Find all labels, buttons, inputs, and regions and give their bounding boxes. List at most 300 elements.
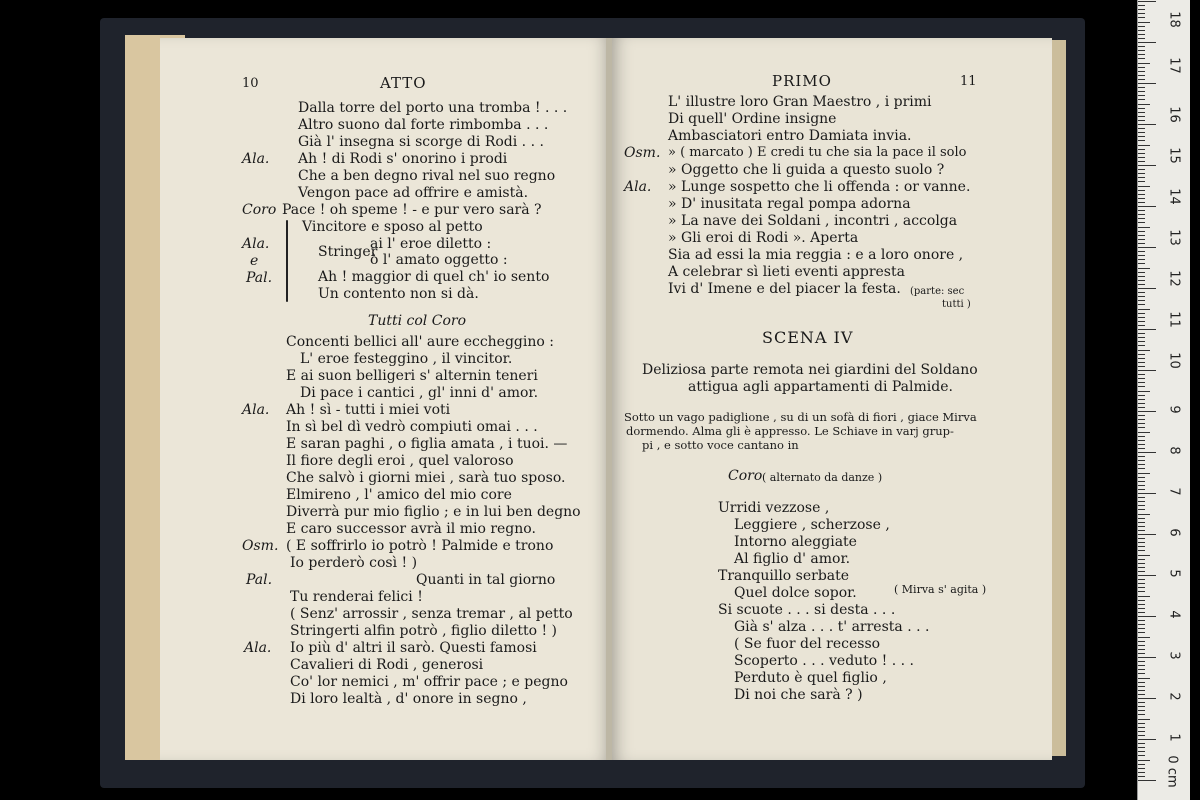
verse-line: » D' inusitata regal pompa adorna [668, 196, 911, 212]
verse-line: Vengon pace ad offrire e amistà. [298, 185, 529, 201]
ruler-tick [1138, 112, 1145, 113]
ruler-tick [1138, 210, 1145, 211]
verse-line: Io più d' altri il sarò. Questi famosi [290, 640, 537, 656]
ruler-tick [1138, 481, 1145, 482]
verse-line: Di loro lealtà , d' onore in segno , [290, 691, 527, 707]
ruler-label: 18 [1166, 11, 1182, 28]
ruler-tick [1138, 329, 1156, 330]
ruler-tick [1138, 735, 1145, 736]
ruler-label: 13 [1166, 229, 1182, 246]
page-header-right: PRIMO [772, 72, 832, 90]
song-line: Quel dolce sopor. [734, 585, 857, 601]
verse-line: Di pace i cantici , gl' inni d' amor. [300, 385, 539, 401]
ruler-tick [1138, 661, 1145, 662]
ruler-tick [1138, 198, 1145, 199]
ruler-tick [1138, 386, 1145, 387]
speaker-label: e [250, 253, 259, 269]
ruler-tick [1138, 427, 1145, 428]
ruler-tick [1138, 22, 1150, 23]
ruler-tick [1138, 173, 1145, 174]
ruler-tick [1138, 567, 1145, 568]
ruler-tick [1138, 304, 1145, 305]
ruler-tick [1138, 723, 1145, 724]
ruler-tick [1138, 13, 1145, 14]
ruler-tick [1138, 493, 1156, 494]
ruler-tick [1138, 50, 1145, 51]
ruler-tick [1138, 239, 1145, 240]
stage-direction: (parte: sec [910, 286, 965, 297]
right-page [612, 38, 1052, 760]
ruler-tick [1138, 358, 1145, 359]
ruler-tick [1138, 645, 1145, 646]
ruler-tick [1138, 423, 1145, 424]
ruler-tick [1138, 555, 1150, 556]
ruler-tick [1138, 678, 1150, 679]
verse-line: Sia ad essi la mia reggia : e a loro onore , [668, 247, 964, 263]
ruler-tick [1138, 227, 1150, 228]
ruler-tick [1138, 292, 1145, 293]
ruler-tick [1138, 79, 1145, 80]
verse-line: » Gli eroi di Rodi ». Aperta [668, 230, 859, 246]
ruler-tick [1138, 731, 1145, 732]
ruler-tick [1138, 87, 1145, 88]
ruler-tick [1138, 571, 1145, 572]
speaker-label: Ala. [242, 236, 270, 252]
verse-line: Di quell' Ordine insigne [668, 111, 837, 127]
song-line: Tranquillo serbate [718, 568, 850, 584]
song-line: ( Se fuor del recesso [734, 636, 881, 652]
speaker-label: Osm. [242, 538, 279, 554]
verse-line: Concenti bellici all' aure eccheggino : [286, 334, 554, 350]
ruler-tick [1138, 128, 1145, 129]
ruler-tick [1138, 559, 1145, 560]
ruler-tick [1138, 206, 1156, 207]
ruler-label: 7 [1166, 487, 1182, 496]
ruler-tick [1138, 719, 1150, 720]
ruler-tick [1138, 460, 1145, 461]
ruler-tick [1138, 497, 1145, 498]
ruler-tick [1138, 108, 1145, 109]
verse-line: » Oggetto che li guida a questo suolo ? [668, 162, 945, 178]
speaker-label: Ala. [624, 179, 652, 195]
verse-line: Dalla torre del porto una tromba ! . . . [298, 100, 568, 116]
speaker-label: Ala. [242, 402, 270, 418]
ruler-tick [1138, 526, 1145, 527]
ruler-tick [1138, 682, 1145, 683]
ruler-tick [1138, 120, 1145, 121]
ruler-tick [1138, 542, 1145, 543]
ruler-tick [1138, 145, 1150, 146]
ruler-tick [1138, 694, 1145, 695]
ruler-tick [1138, 710, 1145, 711]
ruler-tick [1138, 169, 1145, 170]
ruler-tick [1138, 612, 1145, 613]
ruler-label: 0 cm [1164, 755, 1180, 788]
verse-line: E caro successor avrà il mio regno. [286, 521, 536, 537]
ruler-label: 8 [1166, 446, 1182, 455]
speaker-label: Pal. [246, 572, 273, 588]
ruler-tick [1138, 514, 1150, 515]
ruler-tick [1138, 628, 1145, 629]
ruler-tick [1138, 538, 1145, 539]
ruler-tick [1138, 243, 1145, 244]
ruler-tick [1138, 456, 1145, 457]
ruler-tick [1138, 374, 1145, 375]
scene-description: attigua agli appartamenti di Palmide. [688, 379, 953, 395]
verse-line: Ah ! di Rodi s' onorino i prodi [298, 151, 508, 167]
verse-line: Ambasciatori entro Damiata invia. [668, 128, 912, 144]
ruler-tick [1138, 575, 1156, 576]
ruler-tick [1138, 321, 1145, 322]
ruler-tick [1138, 608, 1145, 609]
verse-line: Stringerti alfin potrò , figlio diletto ! ) [290, 623, 558, 639]
ruler-tick [1138, 313, 1145, 314]
ruler-tick [1138, 501, 1145, 502]
ruler-tick [1138, 485, 1145, 486]
verse-line: Diverrà pur mio figlio ; e in lui ben degno [286, 504, 581, 520]
ruler-tick [1138, 616, 1156, 617]
measurement-ruler [1137, 0, 1190, 800]
ruler-tick [1138, 657, 1156, 658]
ruler-tick [1138, 743, 1145, 744]
ruler-label: 2 [1166, 692, 1182, 701]
stage-direction: ( Mirva s' agita ) [894, 583, 987, 596]
ruler-tick [1138, 755, 1145, 756]
verse-line: L' eroe festeggino , il vincitor. [300, 351, 513, 367]
ruler-label: 4 [1166, 610, 1182, 619]
ruler-tick [1138, 75, 1145, 76]
ruler-label: 12 [1166, 270, 1182, 287]
ruler-tick [1138, 444, 1145, 445]
ruler-tick [1138, 509, 1145, 510]
ruler-tick [1138, 522, 1145, 523]
ruler-tick [1138, 505, 1145, 506]
ruler-tick [1138, 9, 1145, 10]
ruler-label: 15 [1166, 147, 1182, 164]
ruler-tick [1138, 58, 1145, 59]
ruler-tick [1138, 686, 1145, 687]
ruler-tick [1138, 280, 1145, 281]
ruler-tick [1138, 489, 1145, 490]
ruler-tick [1138, 706, 1145, 707]
verse-line: In sì bel dì vedrò compiuti omai . . . [286, 419, 538, 435]
ruler-tick [1138, 702, 1145, 703]
ruler-tick [1138, 591, 1145, 592]
left-page [160, 38, 610, 760]
speaker-label: Coro [242, 202, 277, 218]
ruler-tick [1138, 309, 1150, 310]
ruler-tick [1138, 637, 1150, 638]
ruler-tick [1138, 378, 1145, 379]
ruler-tick [1138, 67, 1145, 68]
ruler-tick [1138, 272, 1145, 273]
ruler-label: 14 [1166, 188, 1182, 205]
ruler-tick [1138, 38, 1145, 39]
song-line: Perduto è quel figlio , [734, 670, 887, 686]
ruler-tick [1138, 341, 1145, 342]
ruler-tick [1138, 251, 1145, 252]
ruler-tick [1138, 276, 1145, 277]
ruler-tick [1138, 477, 1145, 478]
speaker-label: Ala. [242, 151, 270, 167]
verse-line: Già l' insegna si scorge di Rodi . . . [298, 134, 544, 150]
ruler-tick [1138, 104, 1150, 105]
ruler-tick [1138, 186, 1150, 187]
ruler-tick [1138, 653, 1145, 654]
verse-line: ( E soffrirlo io potrò ! Palmide e trono [286, 538, 554, 554]
ruler-tick [1138, 333, 1145, 334]
ruler-tick [1138, 760, 1150, 761]
ruler-tick [1138, 91, 1145, 92]
verse-line: Altro suono dal forte rimbomba . . . [298, 117, 549, 133]
ruler-tick [1138, 99, 1145, 100]
verse-line: » La nave dei Soldani , incontri , accolga [668, 213, 958, 229]
ruler-tick [1138, 583, 1145, 584]
ruler-tick [1138, 317, 1145, 318]
song-line: Si scuote . . . si desta . . . [718, 602, 896, 618]
ruler-tick [1138, 698, 1156, 699]
verse-line: E ai suon belligeri s' alternin teneri [286, 368, 538, 384]
verse-line: Io perderò così ! ) [290, 555, 418, 571]
ruler-tick [1138, 596, 1150, 597]
ruler-tick [1138, 300, 1145, 301]
ruler-tick [1138, 669, 1145, 670]
ruler-tick [1138, 665, 1145, 666]
ruler-tick [1138, 5, 1145, 6]
ruler-tick [1138, 604, 1145, 605]
ruler-tick [1138, 391, 1150, 392]
song-line: Urridi vezzose , [718, 500, 830, 516]
ruler-tick [1138, 83, 1156, 84]
ruler-tick [1138, 624, 1145, 625]
scene-title: SCENA IV [762, 328, 854, 347]
ruler-tick [1138, 649, 1145, 650]
speaker-label: Coro [728, 468, 763, 484]
ruler-tick [1138, 382, 1145, 383]
ruler-tick [1138, 284, 1145, 285]
verse-line: Pace ! oh speme ! - e pur vero sarà ? [282, 202, 542, 218]
ruler-tick [1138, 780, 1156, 781]
song-line: Al figlio d' amor. [734, 551, 851, 567]
speaker-label: Pal. [246, 270, 273, 286]
ruler-tick [1138, 235, 1145, 236]
verse-line: Ah ! sì - tutti i miei voti [286, 402, 451, 418]
verse-line: Che a ben degno rival nel suo regno [298, 168, 556, 184]
ruler-tick [1138, 727, 1145, 728]
ruler-label: 9 [1166, 405, 1182, 414]
ruler-tick [1138, 71, 1145, 72]
ruler-label: 6 [1166, 528, 1182, 537]
song-line: Scoperto . . . veduto ! . . . [734, 653, 915, 669]
verse-line: Cavalieri di Rodi , generosi [290, 657, 484, 673]
ruler-tick [1138, 288, 1156, 289]
ruler-tick [1138, 768, 1145, 769]
ruler-label: 1 [1166, 733, 1182, 742]
verse-line: Che salvò i giorni miei , sarà tuo sposo. [286, 470, 566, 486]
ruler-tick [1138, 366, 1145, 367]
ruler-tick [1138, 34, 1145, 35]
verse-line: E saran paghi , o figlia amata , i tuoi. — [286, 436, 568, 452]
ruler-tick [1138, 440, 1145, 441]
verse-line: Quanti in tal giorno [416, 572, 556, 588]
verse-line: Il fiore degli eroi , quel valoroso [286, 453, 514, 469]
ruler-tick [1138, 132, 1145, 133]
ruler-tick [1138, 600, 1145, 601]
ruler-tick [1138, 518, 1145, 519]
ruler-tick [1138, 362, 1145, 363]
verse-line: Co' lor nemici , m' offrir pace ; e pegno [290, 674, 568, 690]
speaker-label: Ala. [244, 640, 272, 656]
ruler-tick [1138, 231, 1145, 232]
verse-line: Elmireno , l' amico del mio core [286, 487, 512, 503]
ruler-tick [1138, 157, 1145, 158]
ruler-tick [1138, 345, 1145, 346]
ruler-tick [1138, 17, 1145, 18]
section-heading: Tutti col Coro [368, 313, 466, 329]
ruler-tick [1138, 194, 1145, 195]
ruler-label: 17 [1166, 57, 1182, 74]
ruler-tick [1138, 350, 1150, 351]
ruler-tick [1138, 247, 1156, 248]
verse-line: ai l' eroe diletto : [370, 236, 492, 252]
ruler-tick [1138, 149, 1145, 150]
ruler-tick [1138, 136, 1145, 137]
page-number-right: 11 [960, 74, 977, 89]
ruler-tick [1138, 116, 1145, 117]
song-line: Già s' alza . . . t' arresta . . . [734, 619, 930, 635]
ruler-tick [1138, 407, 1145, 408]
verse-line: Ah ! maggior di quel ch' io sento [318, 269, 550, 285]
stage-direction: Sotto un vago padiglione , su di un sofà di fiori , giace Mirva [624, 410, 977, 424]
ruler-label: 5 [1166, 569, 1182, 578]
ruler-tick [1138, 190, 1145, 191]
ruler-tick [1138, 46, 1145, 47]
ruler-tick [1138, 177, 1145, 178]
ruler-tick [1138, 26, 1145, 27]
ruler-tick [1138, 587, 1145, 588]
ruler-tick [1138, 63, 1150, 64]
verse-line: Vincitore e sposo al petto [302, 219, 483, 235]
ruler-tick [1138, 776, 1145, 777]
ruler-label: 3 [1166, 651, 1182, 660]
ruler-tick [1138, 354, 1145, 355]
ruler-tick [1138, 772, 1145, 773]
verse-line: » Lunge sospetto che li offenda : or vanne. [668, 179, 971, 195]
ruler-tick [1138, 764, 1145, 765]
verse-line: A celebrar sì lieti eventi appresta [668, 264, 905, 280]
ruler-tick [1138, 161, 1145, 162]
right-page-edges [1052, 40, 1066, 756]
ruler-tick [1138, 399, 1145, 400]
ruler-tick [1138, 468, 1145, 469]
ruler-tick [1138, 563, 1145, 564]
ruler-tick [1138, 419, 1145, 420]
ruler-tick [1138, 337, 1145, 338]
ruler-tick [1138, 546, 1145, 547]
ruler-tick [1138, 370, 1156, 371]
ruler-tick [1138, 95, 1145, 96]
page-header-left: ATTO [380, 74, 427, 92]
scene-description: Deliziosa parte remota nei giardini del Soldano [642, 362, 978, 378]
verse-line: ò l' amato oggetto : [370, 252, 508, 268]
song-line: Leggiere , scherzose , [734, 517, 890, 533]
verse-line: L' illustre loro Gran Maestro , i primi [668, 94, 932, 110]
ruler-tick [1138, 620, 1145, 621]
ruler-tick [1138, 165, 1156, 166]
speaker-label: Osm. [624, 145, 661, 161]
ruler-tick [1138, 218, 1145, 219]
verse-line: » ( marcato ) E credi tu che sia la pace il solo [668, 145, 967, 160]
verse-line: Stringer [318, 244, 378, 260]
ruler-tick [1138, 42, 1156, 43]
ruler-label: 11 [1166, 311, 1182, 328]
song-line: Di noi che sarà ? ) [734, 687, 863, 703]
stage-direction: tutti ) [942, 299, 971, 310]
stage-direction: ( alternato da danze ) [762, 471, 883, 484]
verse-line: ( Senz' arrossir , senza tremar , al petto [290, 606, 573, 622]
ruler-label: 10 [1166, 352, 1182, 369]
ruler-tick [1138, 124, 1156, 125]
ruler-tick [1138, 473, 1150, 474]
ruler-tick [1138, 673, 1145, 674]
ruler-tick [1138, 550, 1145, 551]
ruler-tick [1138, 579, 1145, 580]
ruler-tick [1138, 641, 1145, 642]
ruler-tick [1138, 464, 1145, 465]
ruler-tick [1138, 54, 1145, 55]
ruler-tick [1138, 255, 1145, 256]
ruler-tick [1138, 690, 1145, 691]
ruler-tick [1138, 632, 1145, 633]
ruler-tick [1138, 214, 1145, 215]
ruler-tick [1138, 415, 1145, 416]
ruler-tick [1138, 534, 1156, 535]
ruler-tick [1138, 448, 1145, 449]
ruler-tick [1138, 259, 1145, 260]
verse-line: Ivi d' Imene e del piacer la festa. [668, 281, 901, 297]
ruler-tick [1138, 140, 1145, 141]
ruler-tick [1138, 296, 1145, 297]
ruler-tick [1138, 436, 1145, 437]
ruler-tick [1138, 452, 1156, 453]
brace [286, 220, 288, 302]
ruler-tick [1138, 1, 1156, 2]
ruler-tick [1138, 30, 1145, 31]
ruler-tick [1138, 739, 1156, 740]
ruler-tick [1138, 202, 1145, 203]
ruler-tick [1138, 222, 1145, 223]
ruler-tick [1138, 411, 1156, 412]
ruler-tick [1138, 747, 1145, 748]
ruler-tick [1138, 751, 1145, 752]
stage-direction: dormendo. Alma gli è appresso. Le Schiave in varj grup- [626, 424, 954, 438]
song-line: Intorno aleggiate [734, 534, 857, 550]
ruler-tick [1138, 432, 1150, 433]
ruler-tick [1138, 530, 1145, 531]
ruler-tick [1138, 263, 1145, 264]
verse-line: Tu renderai felici ! [290, 589, 423, 605]
verse-line: Un contento non si dà. [318, 286, 479, 302]
ruler-tick [1138, 325, 1145, 326]
ruler-tick [1138, 153, 1145, 154]
ruler-tick [1138, 714, 1145, 715]
ruler-tick [1138, 395, 1145, 396]
page-number-left: 10 [242, 76, 259, 91]
ruler-tick [1138, 268, 1150, 269]
ruler-label: 16 [1166, 106, 1182, 123]
stage-direction: pi , e sotto voce cantano in [642, 438, 799, 452]
ruler-tick [1138, 181, 1145, 182]
